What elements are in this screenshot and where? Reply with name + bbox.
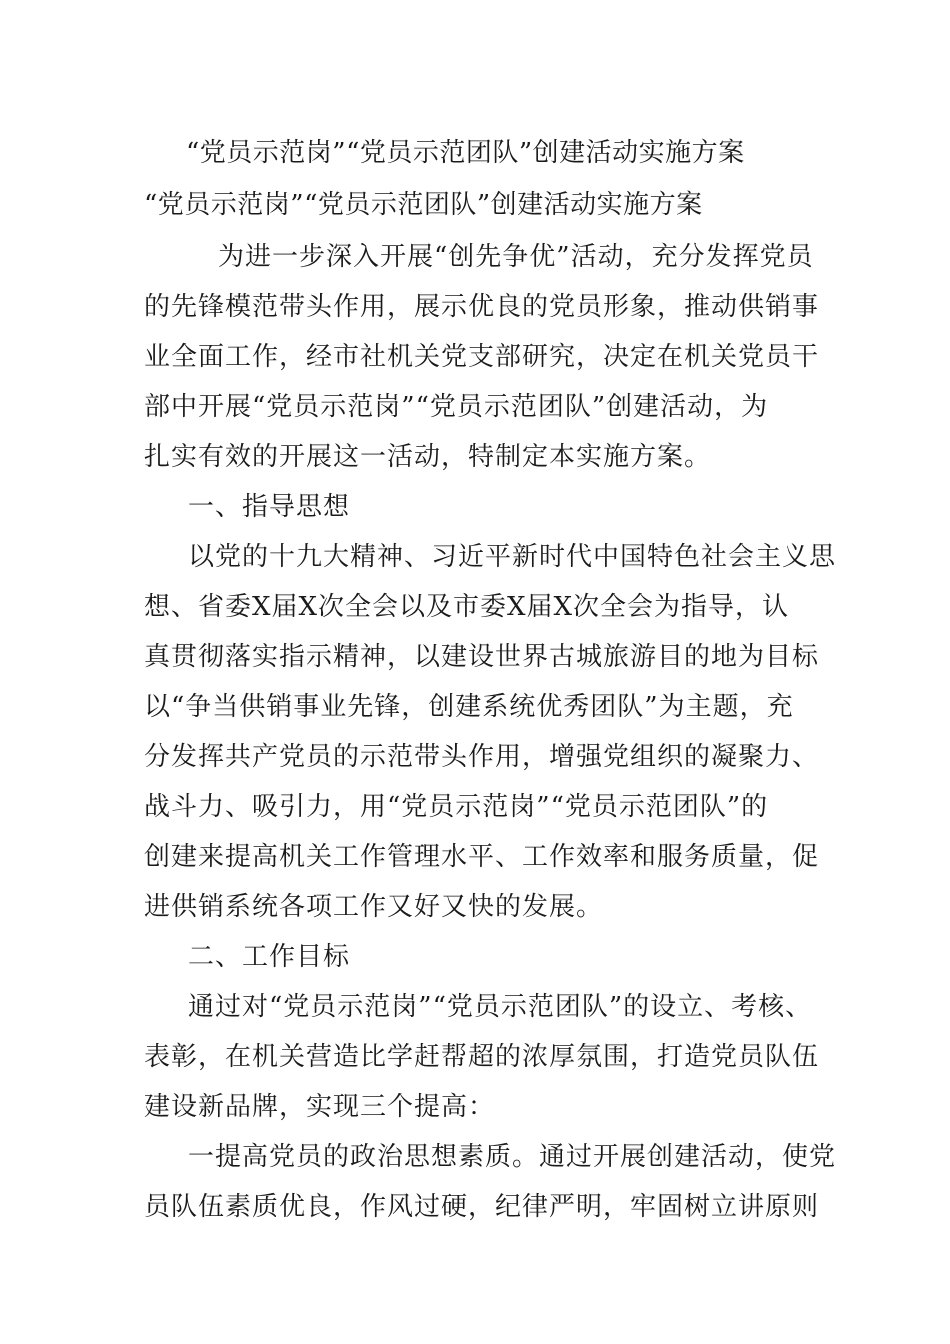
- paragraph-line: 战斗力、吸引力，用“党员示范岗”“党员示范团队”的: [144, 792, 769, 822]
- paragraph-line: 真贯彻落实指示精神，以建设世界古城旅游目的地为目标: [144, 642, 820, 672]
- paragraph-line: 扎实有效的开展这一活动，特制定本实施方案。: [144, 442, 712, 472]
- paragraph-line: 为进一步深入开展“创先争优”活动，充分发挥党员: [218, 242, 814, 272]
- paragraph-line: 建设新品牌，实现三个提高：: [144, 1092, 496, 1122]
- paragraph-line: 表彰，在机关营造比学赶帮超的浓厚氛围，打造党员队伍: [144, 1042, 820, 1072]
- paragraph-line: 以党的十九大精神、习近平新时代中国特色社会主义思: [188, 542, 837, 572]
- paragraph-line: 的先锋模范带头作用，展示优良的党员形象，推动供销事: [144, 292, 820, 322]
- paragraph-line: 以“争当供销事业先锋，创建系统优秀团队”为主题，充: [144, 692, 794, 722]
- section-heading: 一、指导思想: [188, 492, 351, 522]
- paragraph-line: 创建来提高机关工作管理水平、工作效率和服务质量，促: [144, 842, 820, 872]
- document-title: “党员示范岗”“党员示范团队”创建活动实施方案: [186, 138, 745, 168]
- paragraph-line: 分发挥共产党员的示范带头作用，增强党组织的凝聚力、: [144, 742, 820, 772]
- paragraph-line: 通过对“党员示范岗”“党员示范团队”的设立、考核、: [188, 992, 813, 1022]
- paragraph-line: 员队伍素质优良，作风过硬，纪律严明，牢固树立讲原则: [144, 1192, 820, 1222]
- section-heading: 二、工作目标: [188, 942, 351, 972]
- paragraph-line: 一提高党员的政治思想素质。通过开展创建活动，使党: [188, 1142, 837, 1172]
- document-subtitle: “党员示范岗”“党员示范团队”创建活动实施方案: [144, 190, 703, 220]
- paragraph-line: 业全面工作，经市社机关党支部研究，决定在机关党员干: [144, 342, 820, 372]
- document-body: [144, 232, 837, 1232]
- paragraph-line: 进供销系统各项工作又好又快的发展。: [144, 892, 604, 922]
- paragraph-line: 想、省委X届X次全会以及市委X届X次全会为指导，认: [144, 592, 790, 622]
- paragraph-line: 部中开展“党员示范岗”“党员示范团队”创建活动，为: [144, 392, 769, 422]
